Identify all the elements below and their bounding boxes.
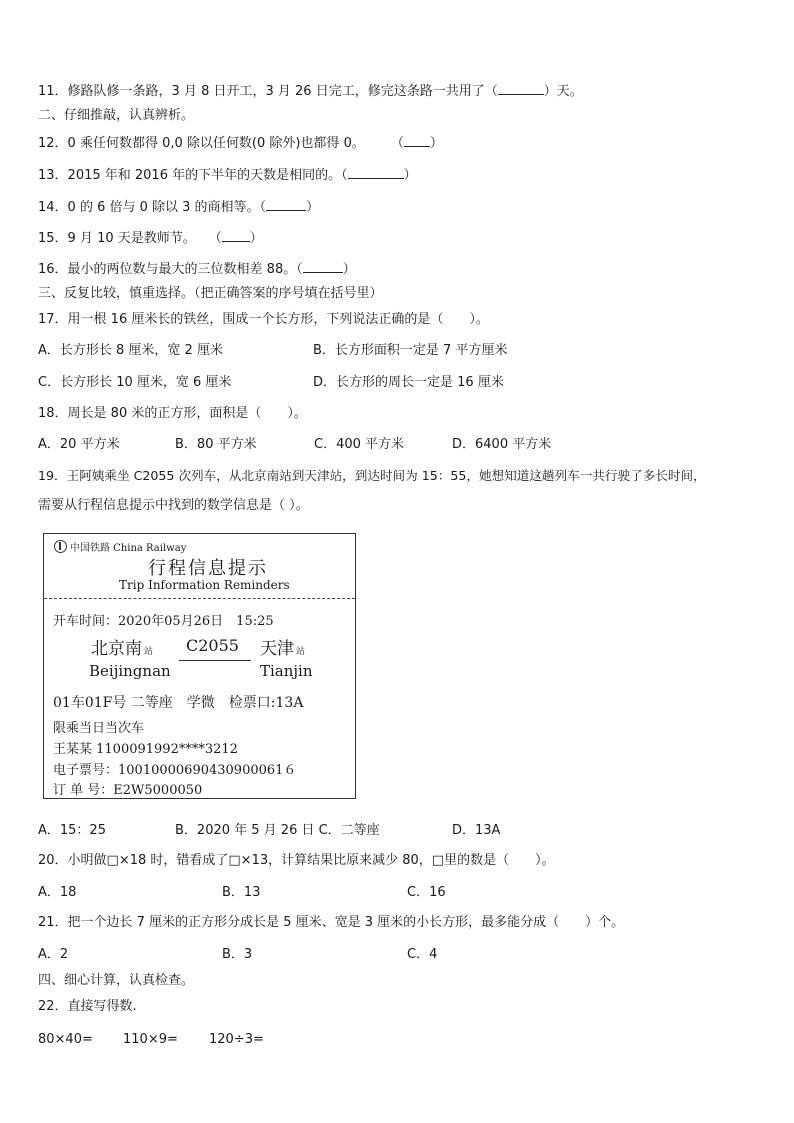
calc-item-2[interactable]: 110×9= <box>123 1032 178 1047</box>
section-heading-4 <box>38 972 194 990</box>
option-17-c[interactable]: C．长方形长 10 厘米，宽 6 厘米 <box>38 375 232 390</box>
ticket-title-cn: 行程信息提示 <box>148 558 268 579</box>
question-text: 15．9 月 10 天是教师节。 （ <box>38 231 222 246</box>
question-text: 19．王阿姨乘坐 C2055 次列车，从北京南站到天津站，到达时间为 15：55，她想知道这趟列车一共行驶了多长时间， <box>38 468 706 483</box>
option-17-a[interactable]: A．长方形长 8 厘米，宽 2 厘米 <box>38 343 223 358</box>
option-17-d[interactable]: D．长方形的周长一定是 16 厘米 <box>313 375 504 390</box>
question-text: 需要从行程信息提示中找到的数学信息是（ ）。 <box>38 498 309 513</box>
option-21-a[interactable]: A．2 <box>38 947 69 962</box>
option-19-d[interactable]: D．13A <box>452 823 501 838</box>
from-station-en: Beijingnan <box>89 662 171 680</box>
ticket-title-en: Trip Information Reminders <box>119 578 290 592</box>
option-21-c[interactable]: C．4 <box>407 947 438 962</box>
dashed-divider <box>44 598 355 599</box>
option-20-b[interactable]: B．13 <box>222 885 261 900</box>
option-18-d[interactable]: D．6400 平方米 <box>452 437 552 452</box>
train-direction-line <box>179 660 251 661</box>
question-text: 14．0 的 6 倍与 0 除以 3 的商相等。（ <box>38 200 267 215</box>
option-20-c[interactable]: C．16 <box>407 885 446 900</box>
option-18-c[interactable]: C．400 平方米 <box>314 437 405 452</box>
calc-item-1[interactable]: 80×40= <box>38 1032 93 1047</box>
question-text: 18．周长是 80 米的正方形，面积是（ ）。 <box>38 406 307 421</box>
question-16 <box>38 260 356 279</box>
answer-blank[interactable] <box>222 229 250 242</box>
question-suffix: ） <box>306 200 320 215</box>
to-station-en: Tianjin <box>260 662 313 680</box>
question-11 <box>38 82 583 101</box>
question-text: 16．最小的两位数与最大的三位数相差 88。（ <box>38 262 303 277</box>
question-text: 13．2015 年和 2016 年的下半年的天数是相同的。（ <box>38 168 348 183</box>
question-13 <box>38 166 417 185</box>
question-text: 22．直接写得数. <box>38 999 137 1014</box>
question-text: 12．0 乘任何数都得 0,0 除以任何数(0 除外)也都得 0。 （ <box>38 136 404 151</box>
question-15 <box>38 229 263 248</box>
question-18 <box>38 405 307 423</box>
question-suffix: ） <box>342 262 356 277</box>
answer-blank[interactable] <box>348 166 404 179</box>
question-text: 17．用一根 16 厘米长的铁丝，围成一个长方形，下列说法正确的是（ ）。 <box>38 312 489 327</box>
section-title: 四、细心计算，认真检查。 <box>38 973 195 988</box>
question-17 <box>38 311 489 329</box>
seat-info: 01车01F号 二等座 学微 检票口:13A <box>53 695 304 711</box>
section-title: 三、反复比较，慎重选择。（把正确答案的序号填在括号里） <box>38 286 383 301</box>
answer-blank[interactable] <box>266 198 306 211</box>
question-22 <box>38 998 137 1016</box>
question-text: 20．小明做□×18 时，错看成了□×13，计算结果比原来减少 80，□里的数是（ ）。 <box>38 853 555 868</box>
option-20-a[interactable]: A．18 <box>38 885 77 900</box>
ticket-limit: 限乘当日当次车 <box>53 721 145 736</box>
section-heading-3 <box>38 285 383 303</box>
question-12 <box>38 134 443 153</box>
option-19-a[interactable]: A．15：25 <box>38 823 106 838</box>
question-suffix: ） <box>249 231 263 246</box>
order-number: 订 单 号：E2W5000050 <box>53 783 203 798</box>
answer-blank[interactable] <box>498 82 544 95</box>
question-text: 11．修路队修一条路，3 月 8 日开工，3 月 26 日完工，修完这条路一共用了（ <box>38 84 498 99</box>
option-19-b-c[interactable]: B．2020 年 5 月 26 日 C．二等座 <box>175 823 380 838</box>
answer-blank[interactable] <box>303 260 343 273</box>
option-18-a[interactable]: A．20 平方米 <box>38 437 120 452</box>
departure-time: 开车时间：2020年05月26日 15:25 <box>53 614 274 629</box>
question-20 <box>38 852 555 870</box>
question-suffix: ） <box>403 168 417 183</box>
question-14 <box>38 198 319 217</box>
option-17-b[interactable]: B．长方形面积一定是 7 平方厘米 <box>313 343 508 358</box>
section-title: 二、仔细推敲，认真辨析。 <box>38 108 195 123</box>
section-heading-2 <box>38 107 194 125</box>
to-station-cn: 天津 站 <box>260 639 306 659</box>
trip-info-ticket <box>43 533 356 799</box>
question-19-line2 <box>38 497 309 515</box>
train-number: C2055 <box>186 636 239 655</box>
china-railway-brand: 中国铁路 China Railway <box>54 539 186 554</box>
question-19-line1 <box>38 467 706 485</box>
china-railway-logo-icon <box>54 540 67 553</box>
passenger-info: 王某某 1100091992****3212 <box>53 742 238 757</box>
answer-blank[interactable] <box>404 134 430 147</box>
e-ticket-number: 电子票号：10010000690430900061６ <box>53 763 297 778</box>
question-text: 21．把一个边长 7 厘米的正方形分成长是 5 厘米、宽是 3 厘米的小长方形，最多能分成（ ）个。 <box>38 915 625 930</box>
option-21-b[interactable]: B．3 <box>222 947 253 962</box>
question-21 <box>38 914 624 932</box>
question-suffix: ） <box>429 136 443 151</box>
calc-item-3[interactable]: 120÷3= <box>209 1032 264 1047</box>
option-18-b[interactable]: B．80 平方米 <box>175 437 257 452</box>
from-station-cn: 北京南 站 <box>91 639 154 659</box>
question-suffix: ）天。 <box>543 84 583 99</box>
